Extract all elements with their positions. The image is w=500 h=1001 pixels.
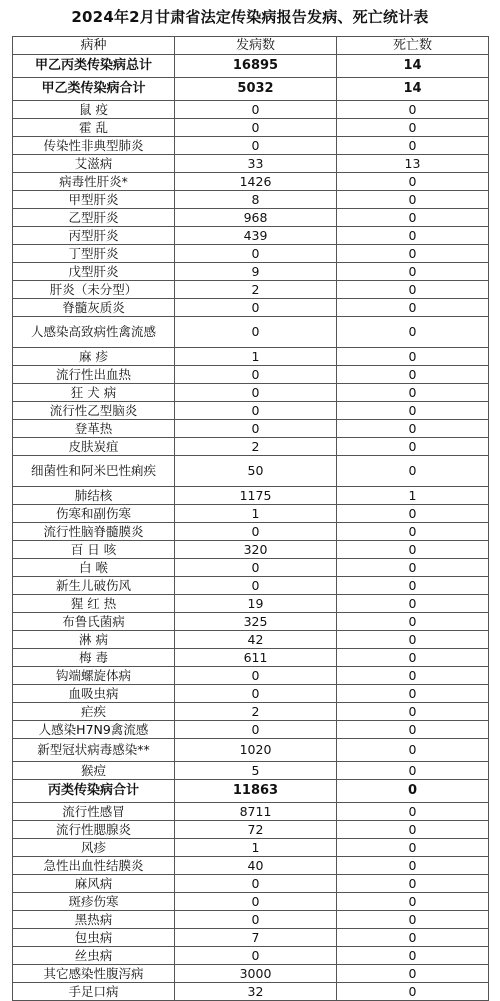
table-row bbox=[13, 983, 489, 1001]
cases-cell: 33 bbox=[175, 155, 337, 173]
cases-cell: 0 bbox=[175, 911, 337, 929]
table-row bbox=[13, 245, 489, 263]
table-row bbox=[13, 55, 489, 78]
table-body bbox=[13, 55, 489, 1001]
cases-cell: 439 bbox=[175, 227, 337, 245]
table-row bbox=[13, 721, 489, 739]
deaths-cell: 0 bbox=[337, 227, 489, 245]
table-row bbox=[13, 839, 489, 857]
cases-cell: 320 bbox=[175, 541, 337, 559]
deaths-cell: 0 bbox=[337, 348, 489, 366]
disease-name-cell: 伤寒和副伤寒 bbox=[13, 505, 175, 523]
table-row bbox=[13, 965, 489, 983]
cases-cell: 16895 bbox=[175, 55, 337, 78]
disease-name-cell: 布鲁氏菌病 bbox=[13, 613, 175, 631]
disease-name-cell: 细菌性和阿米巴性痢疾 bbox=[13, 456, 175, 487]
disease-name-cell: 流行性腮腺炎 bbox=[13, 821, 175, 839]
disease-name-cell: 丝虫病 bbox=[13, 947, 175, 965]
deaths-cell: 0 bbox=[337, 613, 489, 631]
disease-name-cell: 其它感染性腹泻病 bbox=[13, 965, 175, 983]
table-row bbox=[13, 402, 489, 420]
cases-cell: 0 bbox=[175, 317, 337, 348]
disease-name-cell: 登革热 bbox=[13, 420, 175, 438]
cases-cell: 0 bbox=[175, 559, 337, 577]
cases-cell: 42 bbox=[175, 631, 337, 649]
disease-name-cell: 脊髓灰质炎 bbox=[13, 299, 175, 317]
table-row bbox=[13, 875, 489, 893]
deaths-cell: 0 bbox=[337, 245, 489, 263]
deaths-cell: 0 bbox=[337, 384, 489, 402]
table-row bbox=[13, 227, 489, 245]
disease-name-cell: 流行性感冒 bbox=[13, 803, 175, 821]
table-row bbox=[13, 348, 489, 366]
cases-cell: 72 bbox=[175, 821, 337, 839]
table-row bbox=[13, 893, 489, 911]
deaths-cell: 0 bbox=[337, 173, 489, 191]
cases-cell: 7 bbox=[175, 929, 337, 947]
deaths-cell: 0 bbox=[337, 119, 489, 137]
deaths-cell: 1 bbox=[337, 487, 489, 505]
deaths-cell: 0 bbox=[337, 839, 489, 857]
deaths-cell: 0 bbox=[337, 631, 489, 649]
deaths-cell: 0 bbox=[337, 402, 489, 420]
table-row bbox=[13, 947, 489, 965]
cases-cell: 0 bbox=[175, 245, 337, 263]
table-row bbox=[13, 780, 489, 803]
table-row bbox=[13, 685, 489, 703]
disease-name-cell: 麻风病 bbox=[13, 875, 175, 893]
deaths-cell: 0 bbox=[337, 703, 489, 721]
table-row bbox=[13, 487, 489, 505]
disease-name-cell: 鼠 疫 bbox=[13, 101, 175, 119]
cases-cell: 611 bbox=[175, 649, 337, 667]
disease-name-cell: 艾滋病 bbox=[13, 155, 175, 173]
deaths-cell: 0 bbox=[337, 965, 489, 983]
disease-name-cell: 血吸虫病 bbox=[13, 685, 175, 703]
disease-name-cell: 流行性脑脊髓膜炎 bbox=[13, 523, 175, 541]
table-row bbox=[13, 613, 489, 631]
deaths-cell: 0 bbox=[337, 595, 489, 613]
disease-name-cell: 急性出血性结膜炎 bbox=[13, 857, 175, 875]
table-row bbox=[13, 263, 489, 281]
cases-cell: 8 bbox=[175, 191, 337, 209]
deaths-cell: 0 bbox=[337, 541, 489, 559]
cases-cell: 0 bbox=[175, 577, 337, 595]
cases-cell: 325 bbox=[175, 613, 337, 631]
table-row bbox=[13, 803, 489, 821]
deaths-cell: 14 bbox=[337, 55, 489, 78]
deaths-cell: 0 bbox=[337, 947, 489, 965]
table-row bbox=[13, 762, 489, 780]
table-row bbox=[13, 577, 489, 595]
cases-cell: 3000 bbox=[175, 965, 337, 983]
cases-cell: 0 bbox=[175, 384, 337, 402]
disease-name-cell: 肝炎（未分型） bbox=[13, 281, 175, 299]
disease-name-cell: 狂 犬 病 bbox=[13, 384, 175, 402]
deaths-cell: 0 bbox=[337, 209, 489, 227]
deaths-cell: 0 bbox=[337, 317, 489, 348]
disease-name-cell: 人感染高致病性禽流感 bbox=[13, 317, 175, 348]
disease-name-cell: 甲型肝炎 bbox=[13, 191, 175, 209]
disease-name-cell: 甲乙类传染病合计 bbox=[13, 78, 175, 101]
cases-cell: 0 bbox=[175, 947, 337, 965]
table-row bbox=[13, 929, 489, 947]
table-row bbox=[13, 438, 489, 456]
cases-cell: 11863 bbox=[175, 780, 337, 803]
disease-name-cell: 甲乙丙类传染病总计 bbox=[13, 55, 175, 78]
page-title: 2024年2月甘肃省法定传染病报告发病、死亡统计表 bbox=[71, 8, 429, 26]
deaths-cell: 0 bbox=[337, 721, 489, 739]
deaths-cell: 0 bbox=[337, 366, 489, 384]
deaths-cell: 0 bbox=[337, 420, 489, 438]
table-row bbox=[13, 191, 489, 209]
table-row bbox=[13, 209, 489, 227]
deaths-cell: 0 bbox=[337, 137, 489, 155]
deaths-cell: 0 bbox=[337, 281, 489, 299]
disease-name-cell: 流行性出血热 bbox=[13, 366, 175, 384]
header-cases: 发病数 bbox=[175, 37, 337, 55]
cases-cell: 1175 bbox=[175, 487, 337, 505]
cases-cell: 8711 bbox=[175, 803, 337, 821]
deaths-cell: 0 bbox=[337, 101, 489, 119]
deaths-cell: 0 bbox=[337, 893, 489, 911]
deaths-cell: 0 bbox=[337, 875, 489, 893]
table-row bbox=[13, 559, 489, 577]
table-row bbox=[13, 523, 489, 541]
cases-cell: 0 bbox=[175, 523, 337, 541]
deaths-cell: 0 bbox=[337, 857, 489, 875]
cases-cell: 0 bbox=[175, 721, 337, 739]
disease-name-cell: 丙类传染病合计 bbox=[13, 780, 175, 803]
table-row bbox=[13, 119, 489, 137]
cases-cell: 0 bbox=[175, 299, 337, 317]
header-disease: 病种 bbox=[13, 37, 175, 55]
table-row bbox=[13, 366, 489, 384]
disease-name-cell: 麻 疹 bbox=[13, 348, 175, 366]
cases-cell: 32 bbox=[175, 983, 337, 1001]
cases-cell: 9 bbox=[175, 263, 337, 281]
deaths-cell: 0 bbox=[337, 780, 489, 803]
disease-name-cell: 乙型肝炎 bbox=[13, 209, 175, 227]
cases-cell: 0 bbox=[175, 685, 337, 703]
cases-cell: 0 bbox=[175, 101, 337, 119]
disease-name-cell: 淋 病 bbox=[13, 631, 175, 649]
disease-name-cell: 猩 红 热 bbox=[13, 595, 175, 613]
table-row bbox=[13, 173, 489, 191]
table-row bbox=[13, 317, 489, 348]
table-row bbox=[13, 631, 489, 649]
disease-name-cell: 包虫病 bbox=[13, 929, 175, 947]
table-row bbox=[13, 541, 489, 559]
cases-cell: 1 bbox=[175, 505, 337, 523]
disease-name-cell: 梅 毒 bbox=[13, 649, 175, 667]
disease-name-cell: 手足口病 bbox=[13, 983, 175, 1001]
deaths-cell: 0 bbox=[337, 929, 489, 947]
table-row bbox=[13, 857, 489, 875]
table-row bbox=[13, 703, 489, 721]
table-row bbox=[13, 384, 489, 402]
header-deaths: 死亡数 bbox=[337, 37, 489, 55]
table-row bbox=[13, 456, 489, 487]
disease-name-cell: 病毒性肝炎* bbox=[13, 173, 175, 191]
deaths-cell: 0 bbox=[337, 505, 489, 523]
disease-name-cell: 斑疹伤寒 bbox=[13, 893, 175, 911]
deaths-cell: 0 bbox=[337, 577, 489, 595]
cases-cell: 0 bbox=[175, 893, 337, 911]
cases-cell: 2 bbox=[175, 438, 337, 456]
deaths-cell: 0 bbox=[337, 523, 489, 541]
table-row bbox=[13, 649, 489, 667]
cases-cell: 1 bbox=[175, 348, 337, 366]
table-row bbox=[13, 911, 489, 929]
cases-cell: 2 bbox=[175, 703, 337, 721]
table-row bbox=[13, 505, 489, 523]
table-row bbox=[13, 667, 489, 685]
disease-name-cell: 白 喉 bbox=[13, 559, 175, 577]
deaths-cell: 0 bbox=[337, 191, 489, 209]
disease-name-cell: 皮肤炭疽 bbox=[13, 438, 175, 456]
table-row bbox=[13, 281, 489, 299]
table-row bbox=[13, 78, 489, 101]
deaths-cell: 0 bbox=[337, 667, 489, 685]
table-row bbox=[13, 299, 489, 317]
cases-cell: 5 bbox=[175, 762, 337, 780]
deaths-cell: 0 bbox=[337, 911, 489, 929]
cases-cell: 2 bbox=[175, 281, 337, 299]
deaths-cell: 0 bbox=[337, 456, 489, 487]
disease-name-cell: 风疹 bbox=[13, 839, 175, 857]
disease-name-cell: 霍 乱 bbox=[13, 119, 175, 137]
cases-cell: 50 bbox=[175, 456, 337, 487]
disease-name-cell: 肺结核 bbox=[13, 487, 175, 505]
deaths-cell: 0 bbox=[337, 685, 489, 703]
disease-name-cell: 流行性乙型脑炎 bbox=[13, 402, 175, 420]
disease-name-cell: 人感染H7N9禽流感 bbox=[13, 721, 175, 739]
deaths-cell: 13 bbox=[337, 155, 489, 173]
disease-name-cell: 戊型肝炎 bbox=[13, 263, 175, 281]
deaths-cell: 0 bbox=[337, 263, 489, 281]
disease-name-cell: 新生儿破伤风 bbox=[13, 577, 175, 595]
cases-cell: 0 bbox=[175, 420, 337, 438]
table-row bbox=[13, 137, 489, 155]
deaths-cell: 0 bbox=[337, 649, 489, 667]
deaths-cell: 0 bbox=[337, 438, 489, 456]
cases-cell: 0 bbox=[175, 119, 337, 137]
cases-cell: 5032 bbox=[175, 78, 337, 101]
table-row bbox=[13, 420, 489, 438]
disease-name-cell: 黑热病 bbox=[13, 911, 175, 929]
table-header-row bbox=[13, 37, 489, 55]
cases-cell: 968 bbox=[175, 209, 337, 227]
deaths-cell: 0 bbox=[337, 803, 489, 821]
disease-name-cell: 丁型肝炎 bbox=[13, 245, 175, 263]
disease-name-cell: 丙型肝炎 bbox=[13, 227, 175, 245]
table-row bbox=[13, 739, 489, 762]
deaths-cell: 0 bbox=[337, 983, 489, 1001]
cases-cell: 0 bbox=[175, 137, 337, 155]
cases-cell: 0 bbox=[175, 366, 337, 384]
cases-cell: 19 bbox=[175, 595, 337, 613]
disease-name-cell: 新型冠状病毒感染** bbox=[13, 739, 175, 762]
cases-cell: 1 bbox=[175, 839, 337, 857]
cases-cell: 40 bbox=[175, 857, 337, 875]
cases-cell: 1426 bbox=[175, 173, 337, 191]
disease-name-cell: 钩端螺旋体病 bbox=[13, 667, 175, 685]
table-row bbox=[13, 821, 489, 839]
disease-name-cell: 百 日 咳 bbox=[13, 541, 175, 559]
disease-name-cell: 猴痘 bbox=[13, 762, 175, 780]
deaths-cell: 0 bbox=[337, 739, 489, 762]
table-row bbox=[13, 595, 489, 613]
deaths-cell: 0 bbox=[337, 762, 489, 780]
deaths-cell: 0 bbox=[337, 299, 489, 317]
deaths-cell: 14 bbox=[337, 78, 489, 101]
table-row bbox=[13, 101, 489, 119]
statistics-table bbox=[12, 36, 489, 1001]
cases-cell: 0 bbox=[175, 402, 337, 420]
disease-name-cell: 传染性非典型肺炎 bbox=[13, 137, 175, 155]
deaths-cell: 0 bbox=[337, 559, 489, 577]
deaths-cell: 0 bbox=[337, 821, 489, 839]
cases-cell: 0 bbox=[175, 875, 337, 893]
cases-cell: 1020 bbox=[175, 739, 337, 762]
table-row bbox=[13, 155, 489, 173]
cases-cell: 0 bbox=[175, 667, 337, 685]
disease-name-cell: 疟疾 bbox=[13, 703, 175, 721]
